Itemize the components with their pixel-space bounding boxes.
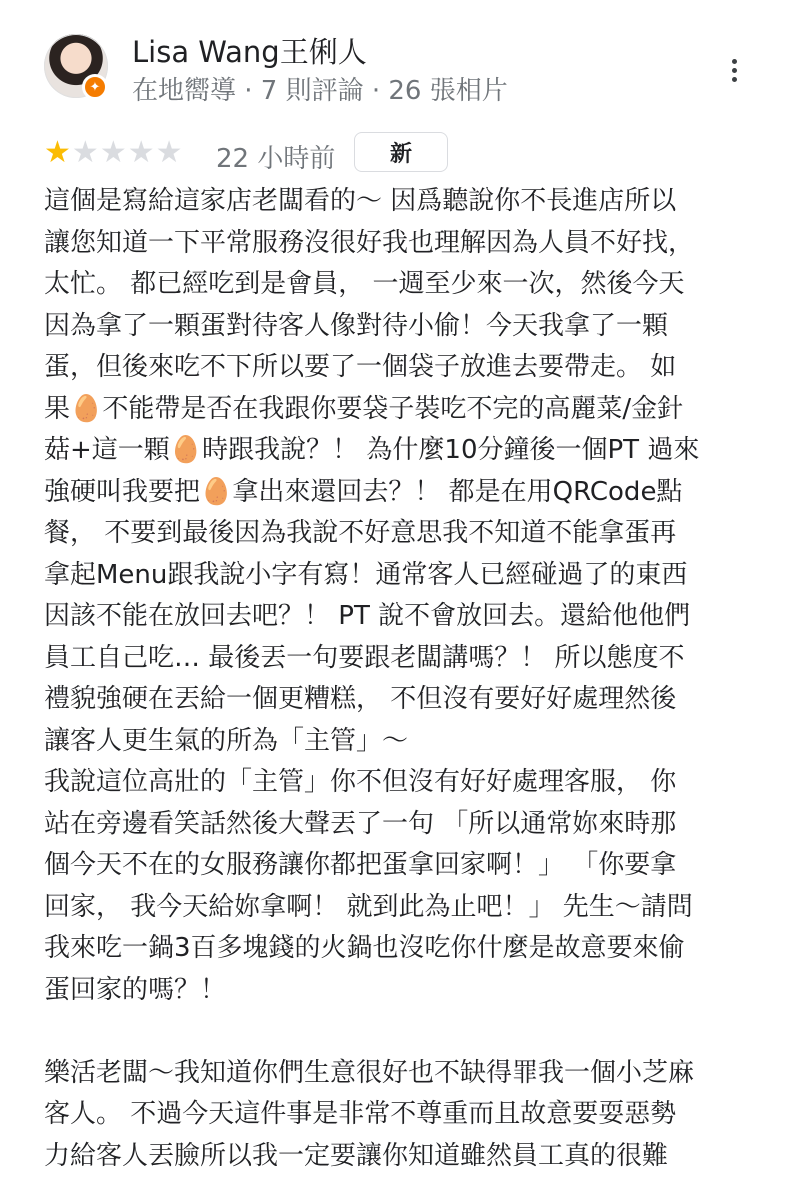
review-line: 個今天不在的女服務讓你都把蛋拿回家啊！」 「你要拿: [44, 850, 677, 880]
rating-row: [44, 134, 744, 174]
review-line: 禮貌強硬在丟給一個更糟糕， 不但沒有要好好處理然後: [44, 684, 677, 714]
review-line: 我來吃一鍋3百多塊錢的火鍋也沒吃你什麼是故意要來偷: [44, 933, 685, 963]
review-line: 讓客人更生氣的所為「主管」～: [44, 725, 409, 756]
star-icon: ★: [71, 135, 99, 170]
new-badge: 新: [354, 132, 448, 172]
review-line: 因該不能在放回去吧？！ PT 說不會放回去。還給他他們: [44, 601, 691, 631]
reviewer-meta: 在地嚮導 · 7 則評論 · 26 張相片: [132, 76, 508, 106]
local-guide-icon: ✦: [82, 74, 108, 100]
review-line: 蛋回家的嗎？！: [44, 974, 227, 1005]
review-line: 我說這位高壯的「主管」你不但沒有好好處理客服， 你: [44, 767, 677, 797]
review-line: 回家， 我今天給妳拿啊！ 就到此為止吧！」 先生～請問: [44, 891, 693, 922]
review-line: 站在旁邊看笑話然後大聲丟了一句 「所以通常妳來時那: [44, 808, 677, 839]
star-rating: [44, 136, 183, 170]
review-line: 太忙。 都已經吃到是會員， 一週至少來一次，然後今天: [44, 269, 685, 299]
review-time: 22 小時前: [216, 144, 336, 174]
review-line: 強硬叫我要把🥚拿出來還回去？！ 都是在用QRCode點: [44, 476, 683, 507]
review-line: 員工自己吃… 最後丟一句要跟老闆講嗎？！ 所以態度不: [44, 642, 685, 673]
star-icon: ★: [44, 135, 71, 170]
star-icon: ★: [99, 135, 127, 170]
review-line: [44, 1011, 754, 1053]
review-line: 果🥚不能帶是否在我跟你要袋子裝吃不完的高麗菜/金針: [44, 393, 684, 424]
review-header: [0, 0, 786, 130]
review-line: 客人。 不過今天這件事是非常不尊重而且故意要耍惡勢: [44, 1099, 677, 1129]
more-vert-icon[interactable]: [718, 54, 750, 86]
review-text: [44, 181, 754, 1177]
review-line: 拿起Menu跟我說小字有寫！通常客人已經碰過了的東西: [44, 559, 688, 590]
review-line: 菇+這一顆🥚時跟我說？！ 為什麼10分鐘後一個PT 過來: [44, 435, 700, 465]
review-line: 這個是寫給這家店老闆看的～ 因爲聽說你不長進店所以: [44, 186, 677, 216]
review-line: 力給客人丟臉所以我一定要讓你知道雖然員工真的很難: [44, 1140, 669, 1171]
review-line: 因為拿了一顆蛋對待客人像對待小偷！今天我拿了一顆: [44, 310, 669, 341]
star-icon: ★: [127, 135, 155, 170]
review-line: 樂活老闆～我知道你們生意很好也不缺得罪我一個小芝麻: [44, 1057, 695, 1088]
reviewer-name[interactable]: Lisa Wang王俐人: [132, 35, 367, 69]
star-icon: ★: [155, 135, 183, 170]
review-line: 餐， 不要到最後因為我說不好意思我不知道不能拿蛋再: [44, 518, 677, 548]
review-line: 讓您知道一下平常服務沒很好我也理解因為人員不好找，: [44, 227, 695, 258]
review-line: 蛋，但後來吃不下所以要了一個袋子放進去要帶走。 如: [44, 352, 677, 382]
